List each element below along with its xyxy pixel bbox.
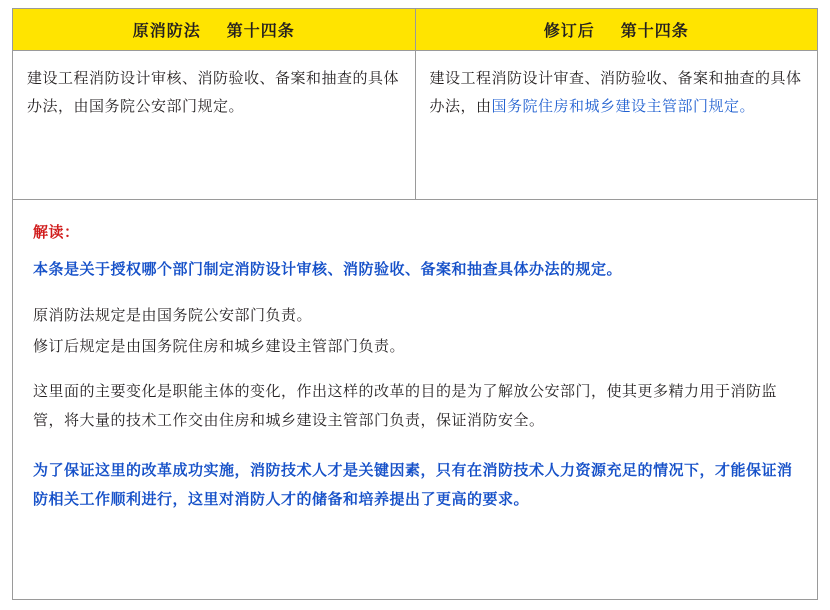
interpretation-paragraph-3: 这里面的主要变化是职能主体的变化，作出这样的改革的目的是为了解放公安部门，使其更多精力用于消防监管，将大量的技术工作交由住房和城乡建设主管部门负责，保证消防安全。 bbox=[33, 383, 778, 430]
interpretation-paragraph-2: 修订后规定是由国务院住房和城乡建设主管部门负责。 bbox=[33, 337, 406, 355]
interpretation-paragraph-1: 原消防法规定是由国务院公安部门负责。 bbox=[33, 306, 313, 324]
header-cell-original bbox=[13, 9, 416, 51]
interpretation-section bbox=[12, 200, 818, 600]
header-revised-title: 修订后 bbox=[543, 23, 595, 40]
header-cell-revised bbox=[415, 9, 818, 51]
cell-revised-text bbox=[415, 51, 818, 200]
table-header-row bbox=[13, 9, 818, 51]
comparison-table bbox=[12, 8, 818, 200]
table-header bbox=[13, 9, 818, 51]
header-revised-article: 第十四条 bbox=[620, 23, 689, 40]
header-original-title: 原消防法 bbox=[132, 23, 201, 40]
interpretation-label: 解读： bbox=[33, 224, 80, 241]
header-original-article: 第十四条 bbox=[226, 23, 295, 40]
revised-text-highlight: 国务院住房和城乡建设主管部门规定。 bbox=[491, 97, 756, 115]
revised-text-plain: 建设工程消防设计审查、消防验收、备案和抽查的具体办法，由 bbox=[429, 70, 802, 115]
interpretation-closing: 为了保证这里的改革成功实施，消防技术人才是关键因素，只有在消防技术人力资源充足的情况下，才能保证消防相关工作顺利进行，这里对消防人才的储备和培养提出了更高的要求。 bbox=[33, 461, 793, 508]
table-body bbox=[13, 51, 818, 200]
interpretation-lead: 本条是关于授权哪个部门制定消防设计审核、消防验收、备案和抽查具体办法的规定。 bbox=[33, 261, 623, 279]
cell-original-text: 建设工程消防设计审核、消防验收、备案和抽查的具体办法，由国务院公安部门规定。 bbox=[13, 51, 416, 200]
table-row bbox=[13, 51, 818, 200]
